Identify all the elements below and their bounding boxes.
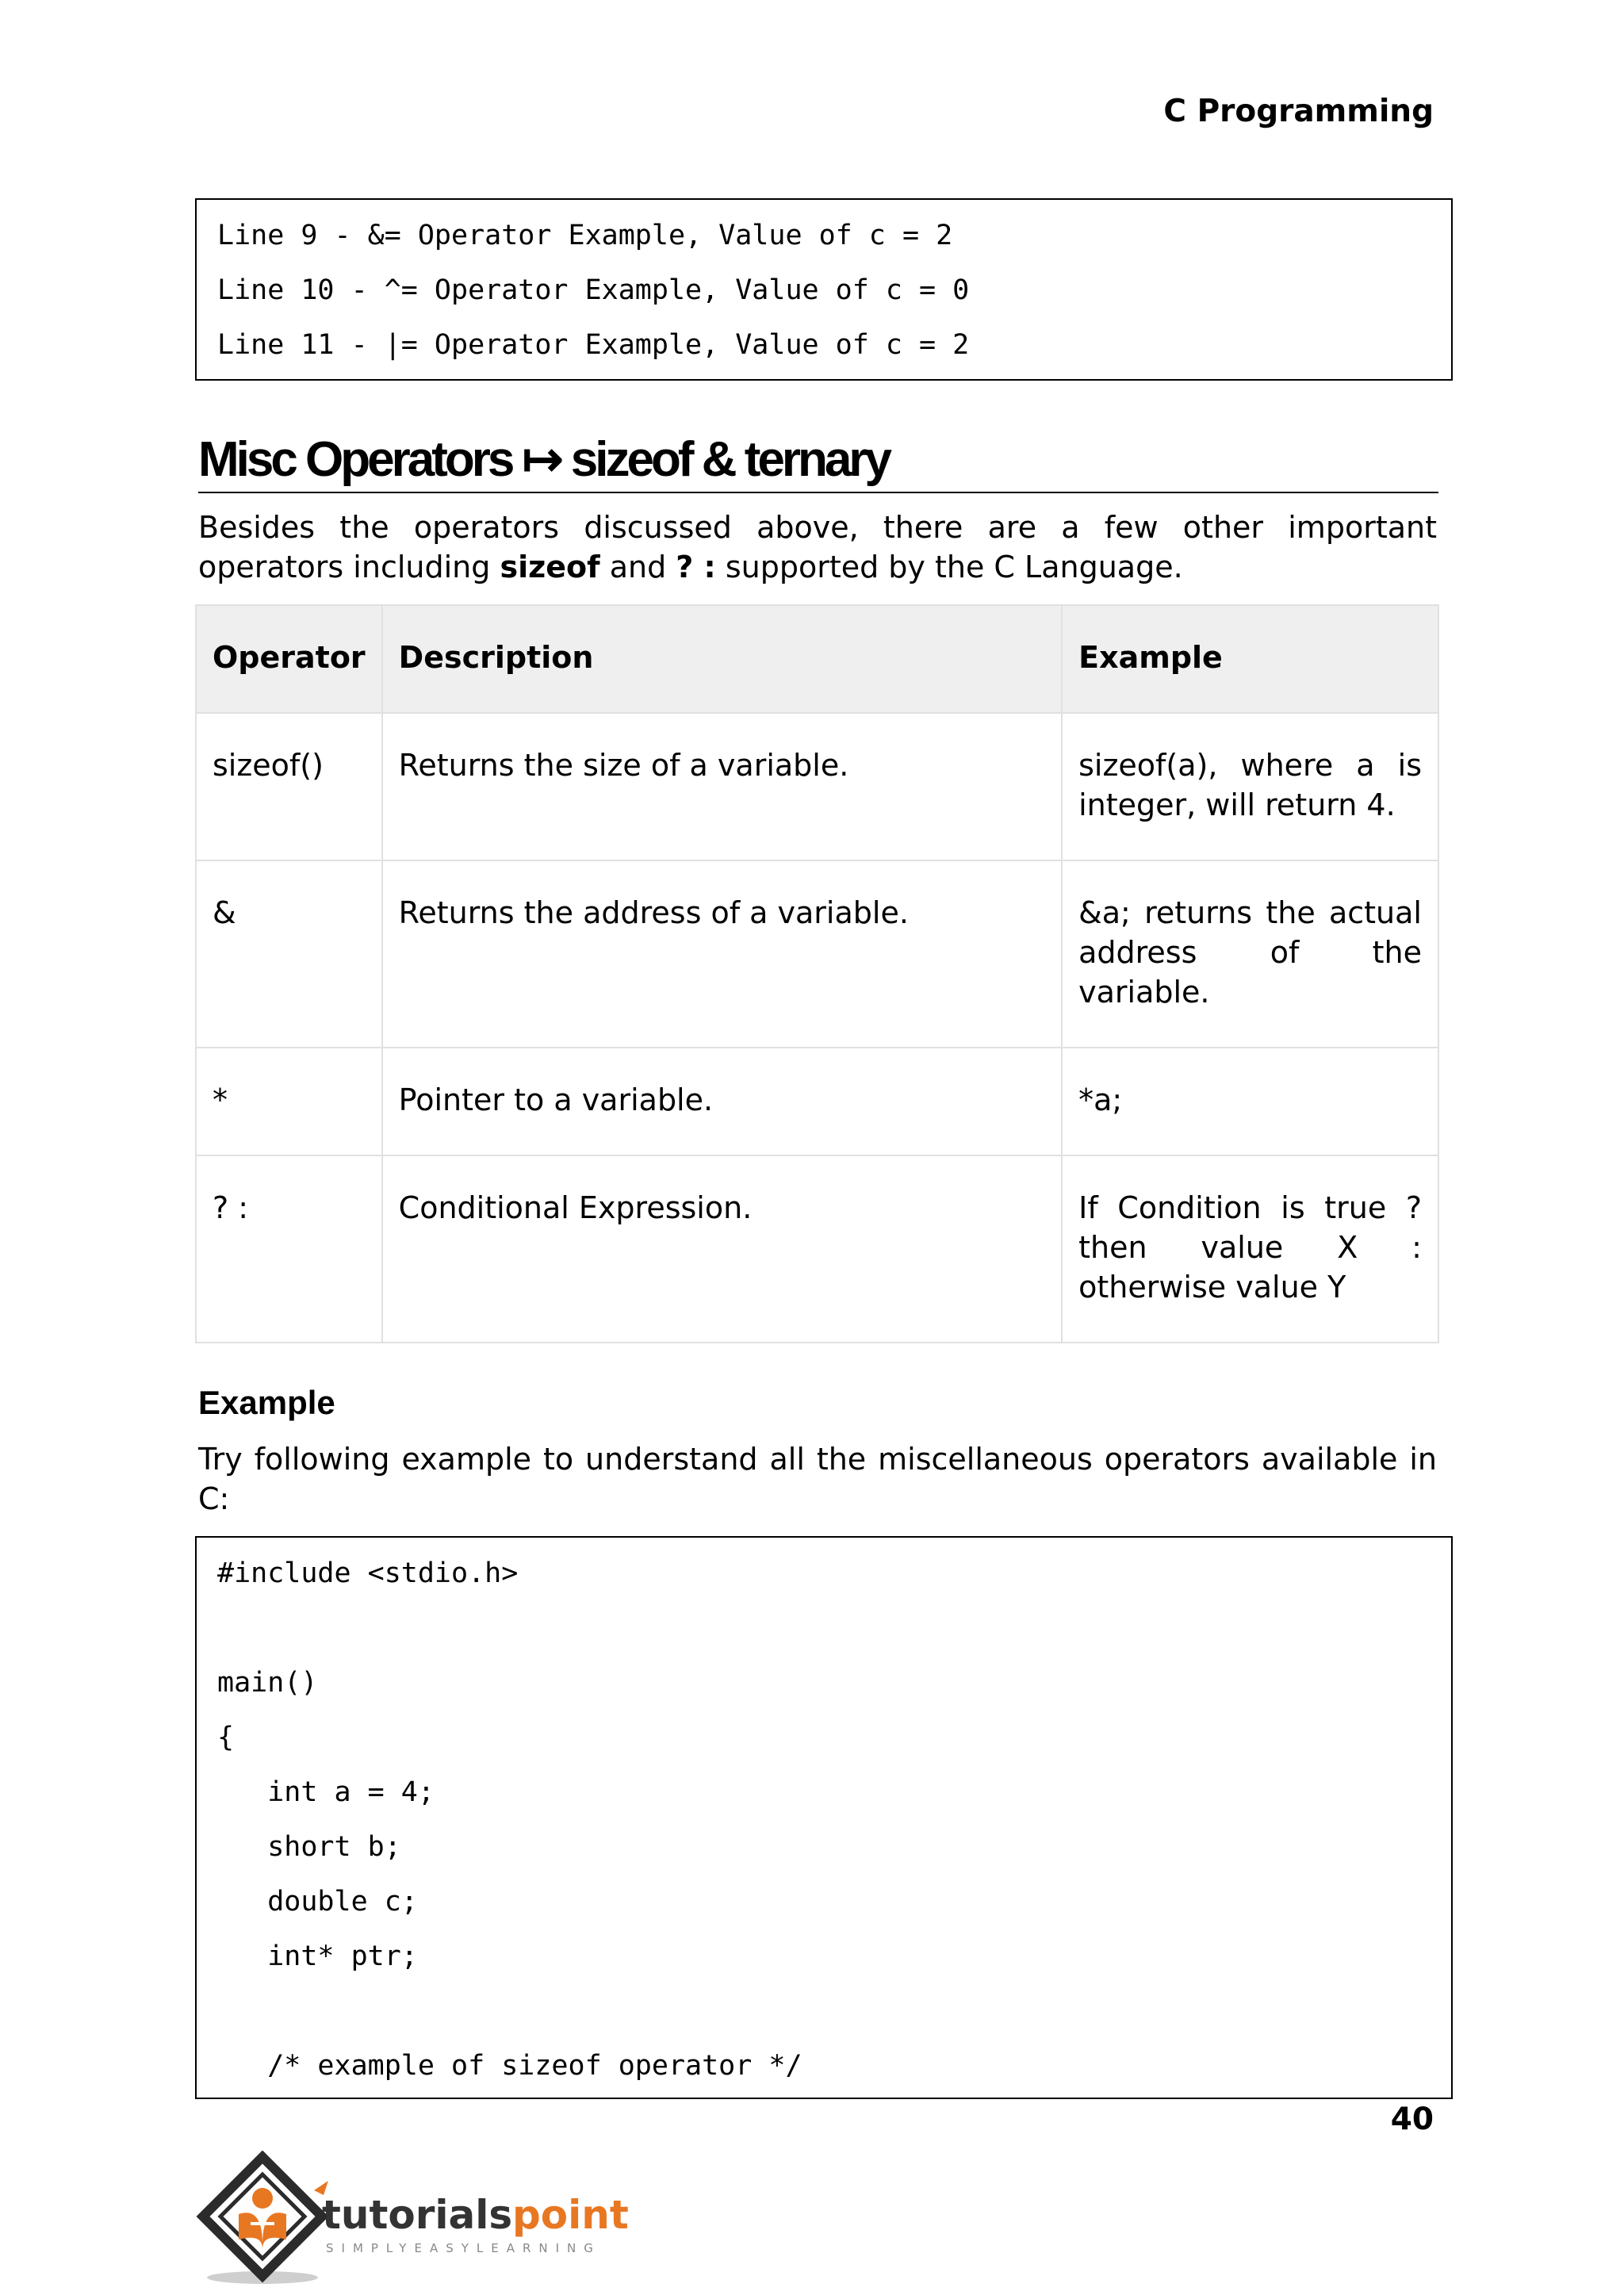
table-row	[196, 1155, 1438, 1343]
table-cell-operator: &	[196, 860, 382, 1048]
code-line: double c;	[217, 1886, 418, 1918]
table-cell-description: Pointer to a variable.	[382, 1048, 1062, 1155]
table-cell-operator: ? :	[196, 1155, 382, 1343]
intro-sizeof-term: sizeof	[500, 550, 600, 584]
code-line: Line 9 - &= Operator Example, Value of c = 2	[217, 220, 953, 251]
source-code-box	[195, 1536, 1453, 2099]
code-line	[217, 1984, 1451, 2039]
code-line: #include <stdio.h>	[217, 1557, 519, 1589]
table-cell-example: &a; returns the actual address of the variable.	[1062, 860, 1438, 1048]
example-intro-paragraph: Try following example to understand all the miscellaneous operators available in C:	[198, 1442, 1437, 1516]
code-line: Line 11 - |= Operator Example, Value of c = 2	[217, 329, 970, 361]
table-header-cell: Description	[382, 605, 1062, 713]
intro-text: supported by the C Language.	[715, 550, 1183, 584]
table-header-cell: Example	[1062, 605, 1438, 713]
logo-text-accent: point	[512, 2192, 629, 2238]
code-line: int* ptr;	[217, 1941, 418, 1972]
table-cell-example: *a;	[1062, 1048, 1438, 1155]
section-heading: Misc Operators ↦ sizeof & ternary	[198, 428, 1438, 493]
table-row	[196, 1048, 1438, 1155]
logo-text-main: tutorials	[322, 2192, 513, 2238]
page-number: 40	[1390, 2102, 1434, 2137]
table-cell-description: Returns the size of a variable.	[382, 713, 1062, 860]
table-cell-example: If Condition is true ? then value X : otherwise value Y	[1062, 1155, 1438, 1343]
output-code-box	[195, 198, 1453, 381]
intro-text: and	[599, 550, 676, 584]
intro-text: Besides the operators discussed above, there are a few other important operators including	[198, 510, 1437, 584]
code-line: int a = 4;	[217, 1776, 435, 1808]
table-cell-description: Returns the address of a variable.	[382, 860, 1062, 1048]
page-header-title: C Programming	[1163, 94, 1434, 129]
example-heading: Example	[198, 1384, 335, 1421]
code-line: short b;	[217, 1831, 401, 1863]
table-row	[196, 860, 1438, 1048]
code-line: {	[217, 1722, 235, 1753]
code-line: /* example of sizeof operator */	[217, 2050, 802, 2082]
operators-table	[195, 604, 1439, 1343]
table-cell-example: sizeof(a), where a is integer, will return 4.	[1062, 713, 1438, 860]
table-row	[196, 713, 1438, 860]
tutorialspoint-logo	[195, 2151, 639, 2285]
code-line: main()	[217, 1667, 318, 1699]
table-cell-operator: *	[196, 1048, 382, 1155]
intro-ternary-term: ? :	[676, 550, 716, 584]
code-line	[217, 1601, 1451, 1656]
table-header-row	[196, 605, 1438, 713]
table-cell-operator: sizeof()	[196, 713, 382, 860]
logo-tagline: SIMPLYEASYLEARNING	[326, 2241, 601, 2255]
code-line: Line 10 - ^= Operator Example, Value of c = 0	[217, 274, 970, 306]
table-header-cell: Operator	[196, 605, 382, 713]
intro-paragraph	[198, 508, 1437, 587]
table-cell-description: Conditional Expression.	[382, 1155, 1062, 1343]
